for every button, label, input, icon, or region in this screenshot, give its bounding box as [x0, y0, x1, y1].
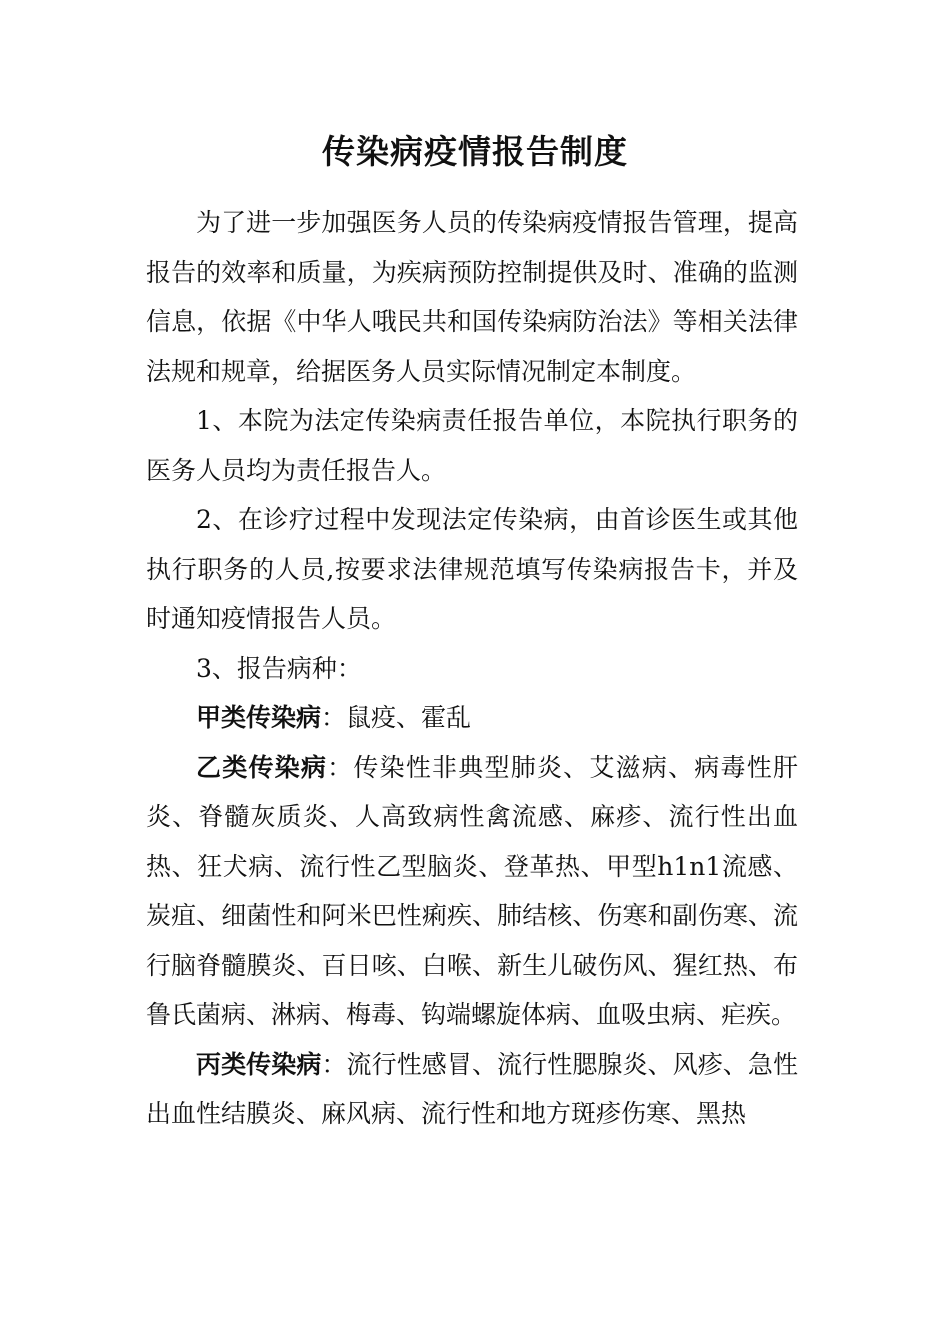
document-body [146, 198, 798, 1139]
class-b-label: 乙类传染病 [196, 752, 328, 782]
class-b-text: ：传染性非典型肺炎、艾滋病、病毒性肝炎、脊髓灰质炎、人高致病性禽流感、麻疹、流行性出血热、狂犬病、流行性乙型脑炎、登革热、甲型h1n1流感、炭疽、细菌性和阿米巴性痢疾、肺结核、伤寒和副伤寒、流行脑脊髓膜炎、百日咳、白喉、新生儿破伤风、猩红热、布鲁氏菌病、淋病、梅毒、钩端螺旋体病、血吸虫病、疟疾。 [146, 752, 798, 1029]
class-c-text: ：流行性感冒、流行性腮腺炎、风疹、急性出血性结膜炎、麻风病、流行性和地方斑疹伤寒、黑热 [146, 1049, 798, 1128]
intro-paragraph: 为了进一步加强医务人员的传染病疫情报告管理，提高报告的效率和质量，为疾病预防控制提供及时、准确的监测信息，依据《中华人哦民共和国传染病防治法》等相关法律法规和规章，给据医务人员实际情况制定本制度。 [146, 208, 798, 386]
class-a-label: 甲类传染病 [196, 703, 322, 732]
class-c-label: 丙类传染病 [196, 1049, 322, 1079]
class-c-paragraph [146, 1040, 798, 1139]
item-3-paragraph: 3、报告病种： [196, 653, 362, 683]
item-2-paragraph: 2、在诊疗过程中发现法定传染病，由首诊医生或其他执行职务的人员,按要求法律规范填写传染病报告卡，并及时通知疫情报告人员。 [146, 505, 798, 633]
class-b-paragraph [146, 743, 798, 1040]
class-a-text: ：鼠疫、霍乱 [321, 703, 472, 732]
document-title: 传染病疫情报告制度 [322, 132, 628, 171]
class-a-paragraph [146, 693, 798, 743]
item-1-paragraph: 1、本院为法定传染病责任报告单位，本院执行职务的医务人员均为责任报告人。 [146, 406, 798, 485]
